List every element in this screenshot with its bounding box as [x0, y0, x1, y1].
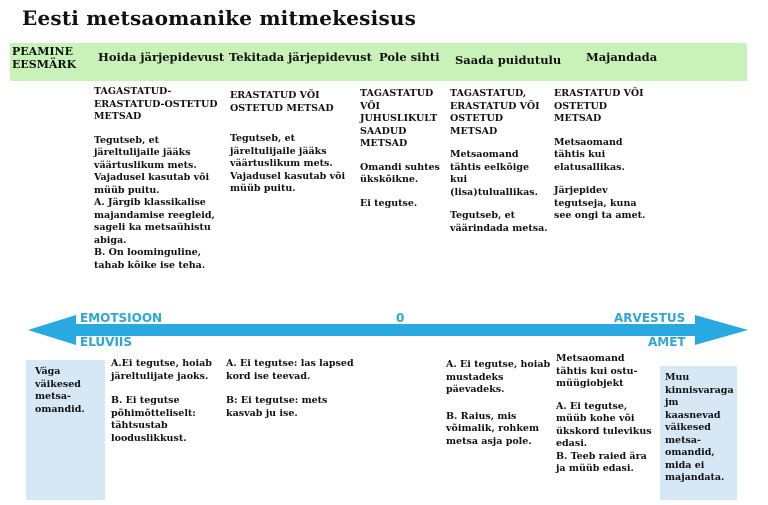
bottom-column-2 — [226, 358, 356, 430]
ownership-type: ERASTATUD VÕI OSTETUD METSAD — [554, 88, 644, 124]
ownership-type: TAGASTATUD, ERASTATUD VÕI OSTETUD METSAD — [450, 88, 540, 137]
ownership-type: ERASTATUD VÕI OSTETUD METSAD — [230, 90, 334, 114]
ownership-type: TAGASTATUD VÕI JUHUSLIKULT SAADUD METSAD — [360, 88, 438, 149]
axis-emotion-label: EMOTSIOON — [80, 311, 163, 325]
axis-profession-label: AMET — [648, 335, 686, 349]
bottom-column-4 — [556, 353, 654, 486]
other-property-text: Muu kinnisvaraga jm kaasnevad väikesed metsa-omandid, mida ei majandata. — [665, 372, 734, 483]
small-holdings-text: Väga väikesed metsa-omandid. — [35, 366, 85, 415]
column-text: B: Ei tegutse: mets kasvab ju ise. — [226, 395, 328, 419]
column-text: A.Ei tegutse, hoiab järeltulijate jaoks. — [111, 358, 212, 382]
column-text: Metsaomand tähtis kui ostu-müügiobjekt — [556, 353, 638, 389]
top-column-2 — [230, 90, 352, 207]
column-text: Ei tegutse. — [360, 197, 418, 209]
column-text: A. Ei tegutse: las lapsed kord ise teevad. — [226, 358, 354, 382]
column-text: B. Ei tegutse põhimõtteliselt: tähtsustab looduslikkust. — [111, 395, 196, 444]
column-text: Omandi suhtes ükskõikne. — [360, 161, 440, 185]
column-text: Tegutseb, et järeltulijaile jääks väärtuslikum mets. Vajadusel kasutab või müüb puitu. — [94, 134, 210, 196]
column-text: Tegutseb, et järeltulijaile jääks väärtuslikum mets. Vajadusel kasutab või müüb puitu. — [230, 133, 346, 194]
top-column-4 — [450, 88, 548, 246]
top-column-1 — [94, 86, 219, 283]
ownership-type: TAGASTATUD-ERASTATUD-OSTETUD METSAD — [94, 86, 218, 122]
top-column-3 — [360, 88, 442, 221]
small-holdings-box — [26, 360, 105, 500]
header-timber-income: Saada puidutulu — [455, 53, 562, 67]
page-title: Eesti metsaomanike mitmekesisus — [22, 6, 417, 30]
bottom-column-3 — [446, 359, 552, 458]
column-text: B. Teeb raied ära ja müüb edasi. — [556, 450, 647, 474]
axis-calculation-label: ARVESTUS — [614, 311, 686, 325]
header-create-continuity: Tekitada järjepidevust — [229, 50, 372, 64]
column-text: Metsaomand tähtis eelkõige kui (lisa)tuluallikas. — [450, 149, 538, 198]
column-text: Tegutseb, et väärindada metsa. — [450, 210, 548, 234]
column-text: A. Ei tegutse, müüb kohe või ükskord tulevikus edasi. — [556, 400, 652, 449]
column-text: Järjepidev tegutseja, kuna see ongi ta amet. — [554, 185, 646, 221]
header-keep-continuity: Hoida järjepidevust — [98, 50, 225, 64]
other-property-box — [660, 366, 737, 500]
bottom-column-1 — [111, 358, 217, 455]
axis-lifestyle-label: ELUVIIS — [80, 335, 133, 349]
column-text: A. Ei tegutse, hoiab mustadeks päevadeks. — [446, 359, 551, 395]
goal-label: PEAMINE EESMÄRK — [12, 45, 77, 71]
axis-zero-label: 0 — [396, 311, 405, 325]
column-text: A. Järgib klassikalise majandamise reegleid, sageli ka metsaühistu abiga. — [94, 197, 215, 246]
column-text: B. On loominguline, tahab kõike ise teha. — [94, 247, 206, 271]
top-column-5 — [554, 88, 654, 234]
column-text: B. Raius, mis võimalik, rohkem metsa asja pole. — [446, 410, 540, 447]
header-no-aim: Pole sihti — [379, 50, 440, 64]
header-manage: Majandada — [586, 50, 658, 64]
column-text: Metsaomand tähtis kui elatusallikas. — [554, 136, 625, 173]
